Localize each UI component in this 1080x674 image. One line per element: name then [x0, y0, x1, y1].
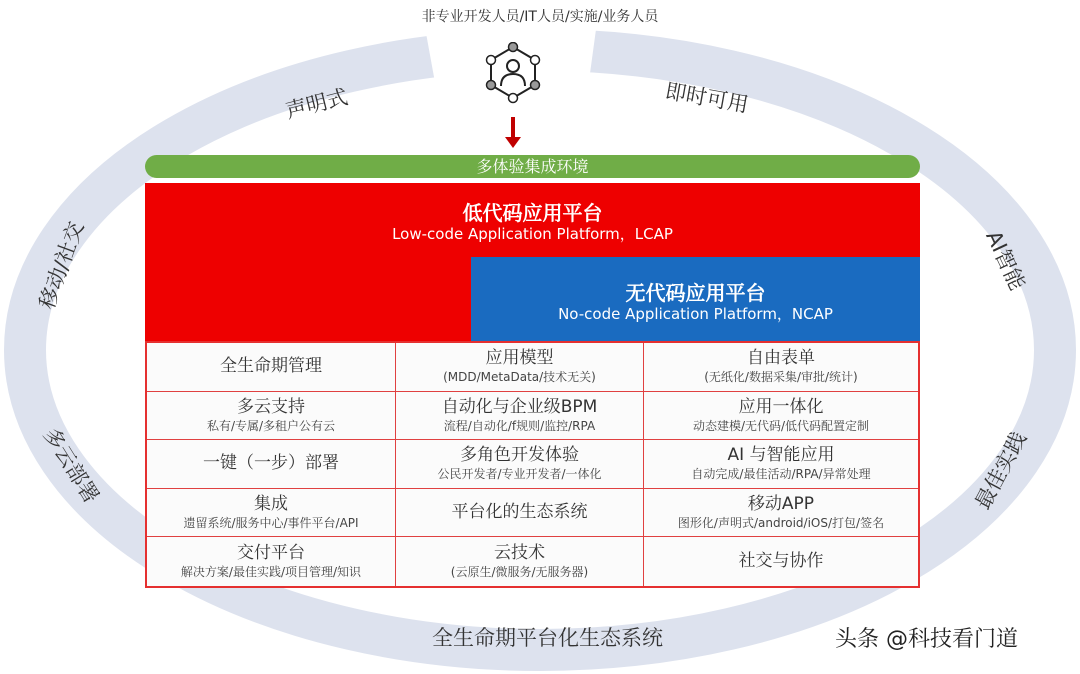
- capability-detail: 公民开发者/专业开发者/一体化: [437, 467, 602, 482]
- capability-detail: 解决方案/最佳实践/项目管理/知识: [180, 565, 362, 580]
- lcap-subtitle: Low-code Application Platform，LCAP: [392, 225, 673, 243]
- capability-title: 移动APP: [747, 494, 815, 515]
- multi-experience-bar: 多体验集成环境: [145, 155, 920, 178]
- capability-title: 云技术: [494, 543, 545, 564]
- capability-cell: [644, 440, 918, 489]
- capability-title: 多角色开发体验: [460, 445, 579, 466]
- target-users-caption: 非专业开发人员/IT人员/实施/业务人员: [421, 9, 659, 25]
- ring-label-multicloud: 多云部署: [38, 423, 104, 508]
- capability-cell: [644, 489, 918, 538]
- capability-title: 全生命期管理: [220, 356, 322, 377]
- capability-title: 交付平台: [237, 543, 305, 564]
- ring-label-ecosystem: 全生命期平台化生态系统: [432, 626, 663, 650]
- capability-cell: [396, 537, 644, 586]
- capability-detail: (无纸化/数据采集/审批/统计): [704, 370, 858, 385]
- capability-title: 平台化的生态系统: [451, 502, 588, 523]
- capability-title: 自动化与企业级BPM: [441, 396, 598, 417]
- capability-detail: 自动完成/最佳活动/RPA/异常处理: [691, 467, 871, 482]
- capability-cell: [147, 489, 396, 538]
- capability-detail: 流程/自动化/f规则/监控/RPA: [443, 418, 596, 433]
- ring-label-mobile-social: 移动/社交: [34, 218, 89, 313]
- capability-title: 自由表单: [747, 348, 815, 369]
- capability-cell: [396, 343, 644, 392]
- capability-title: 社交与协作: [738, 551, 824, 572]
- capability-detail: (MDD/MetaData/技术无关): [443, 370, 596, 385]
- capability-cell: [644, 343, 918, 392]
- down-arrow-icon: [505, 117, 521, 149]
- capability-cell: [396, 489, 644, 538]
- watermark: 头条 @科技看门道: [835, 627, 1018, 652]
- capability-title: 多云支持: [237, 396, 305, 417]
- capability-title: 应用模型: [485, 348, 554, 369]
- capability-detail: 私有/专属/多租户公有云: [206, 418, 336, 433]
- ncap-subtitle: No-code Application Platform，NCAP: [558, 305, 833, 323]
- ring-label-best-practice: 最佳实践: [970, 427, 1032, 514]
- ncap-title: 无代码应用平台: [625, 281, 766, 305]
- user-network-icon: [483, 42, 543, 104]
- ring-label-ai: AI智能: [981, 227, 1030, 294]
- capability-cell: [396, 440, 644, 489]
- capability-title: AI 与智能应用: [727, 445, 835, 466]
- capability-detail: 遗留系统/服务中心/事件平台/API: [183, 516, 359, 531]
- capability-detail: (云原生/微服务/无服务器): [450, 565, 589, 580]
- capability-detail: 动态建模/无代码/低代码配置定制: [692, 418, 870, 433]
- capability-cell: [147, 440, 396, 489]
- ncap-block: [471, 257, 920, 341]
- capability-cell: [644, 392, 918, 441]
- capability-title: 应用一体化: [738, 396, 824, 417]
- capability-cell: [147, 392, 396, 441]
- ring-label-declarative: 声明式: [283, 84, 351, 124]
- capability-title: 一键（一步）部署: [203, 453, 339, 474]
- capability-cell: [644, 537, 918, 586]
- capability-detail: 图形化/声明式/android/iOS/打包/签名: [677, 516, 885, 531]
- capability-title: 集成: [254, 494, 288, 515]
- capability-cell: [147, 537, 396, 586]
- capability-cell: [147, 343, 396, 392]
- ring-label-instant: 即时可用: [663, 78, 751, 118]
- capability-cell: [396, 392, 644, 441]
- capability-grid: [145, 341, 920, 588]
- lcap-title: 低代码应用平台: [462, 201, 603, 225]
